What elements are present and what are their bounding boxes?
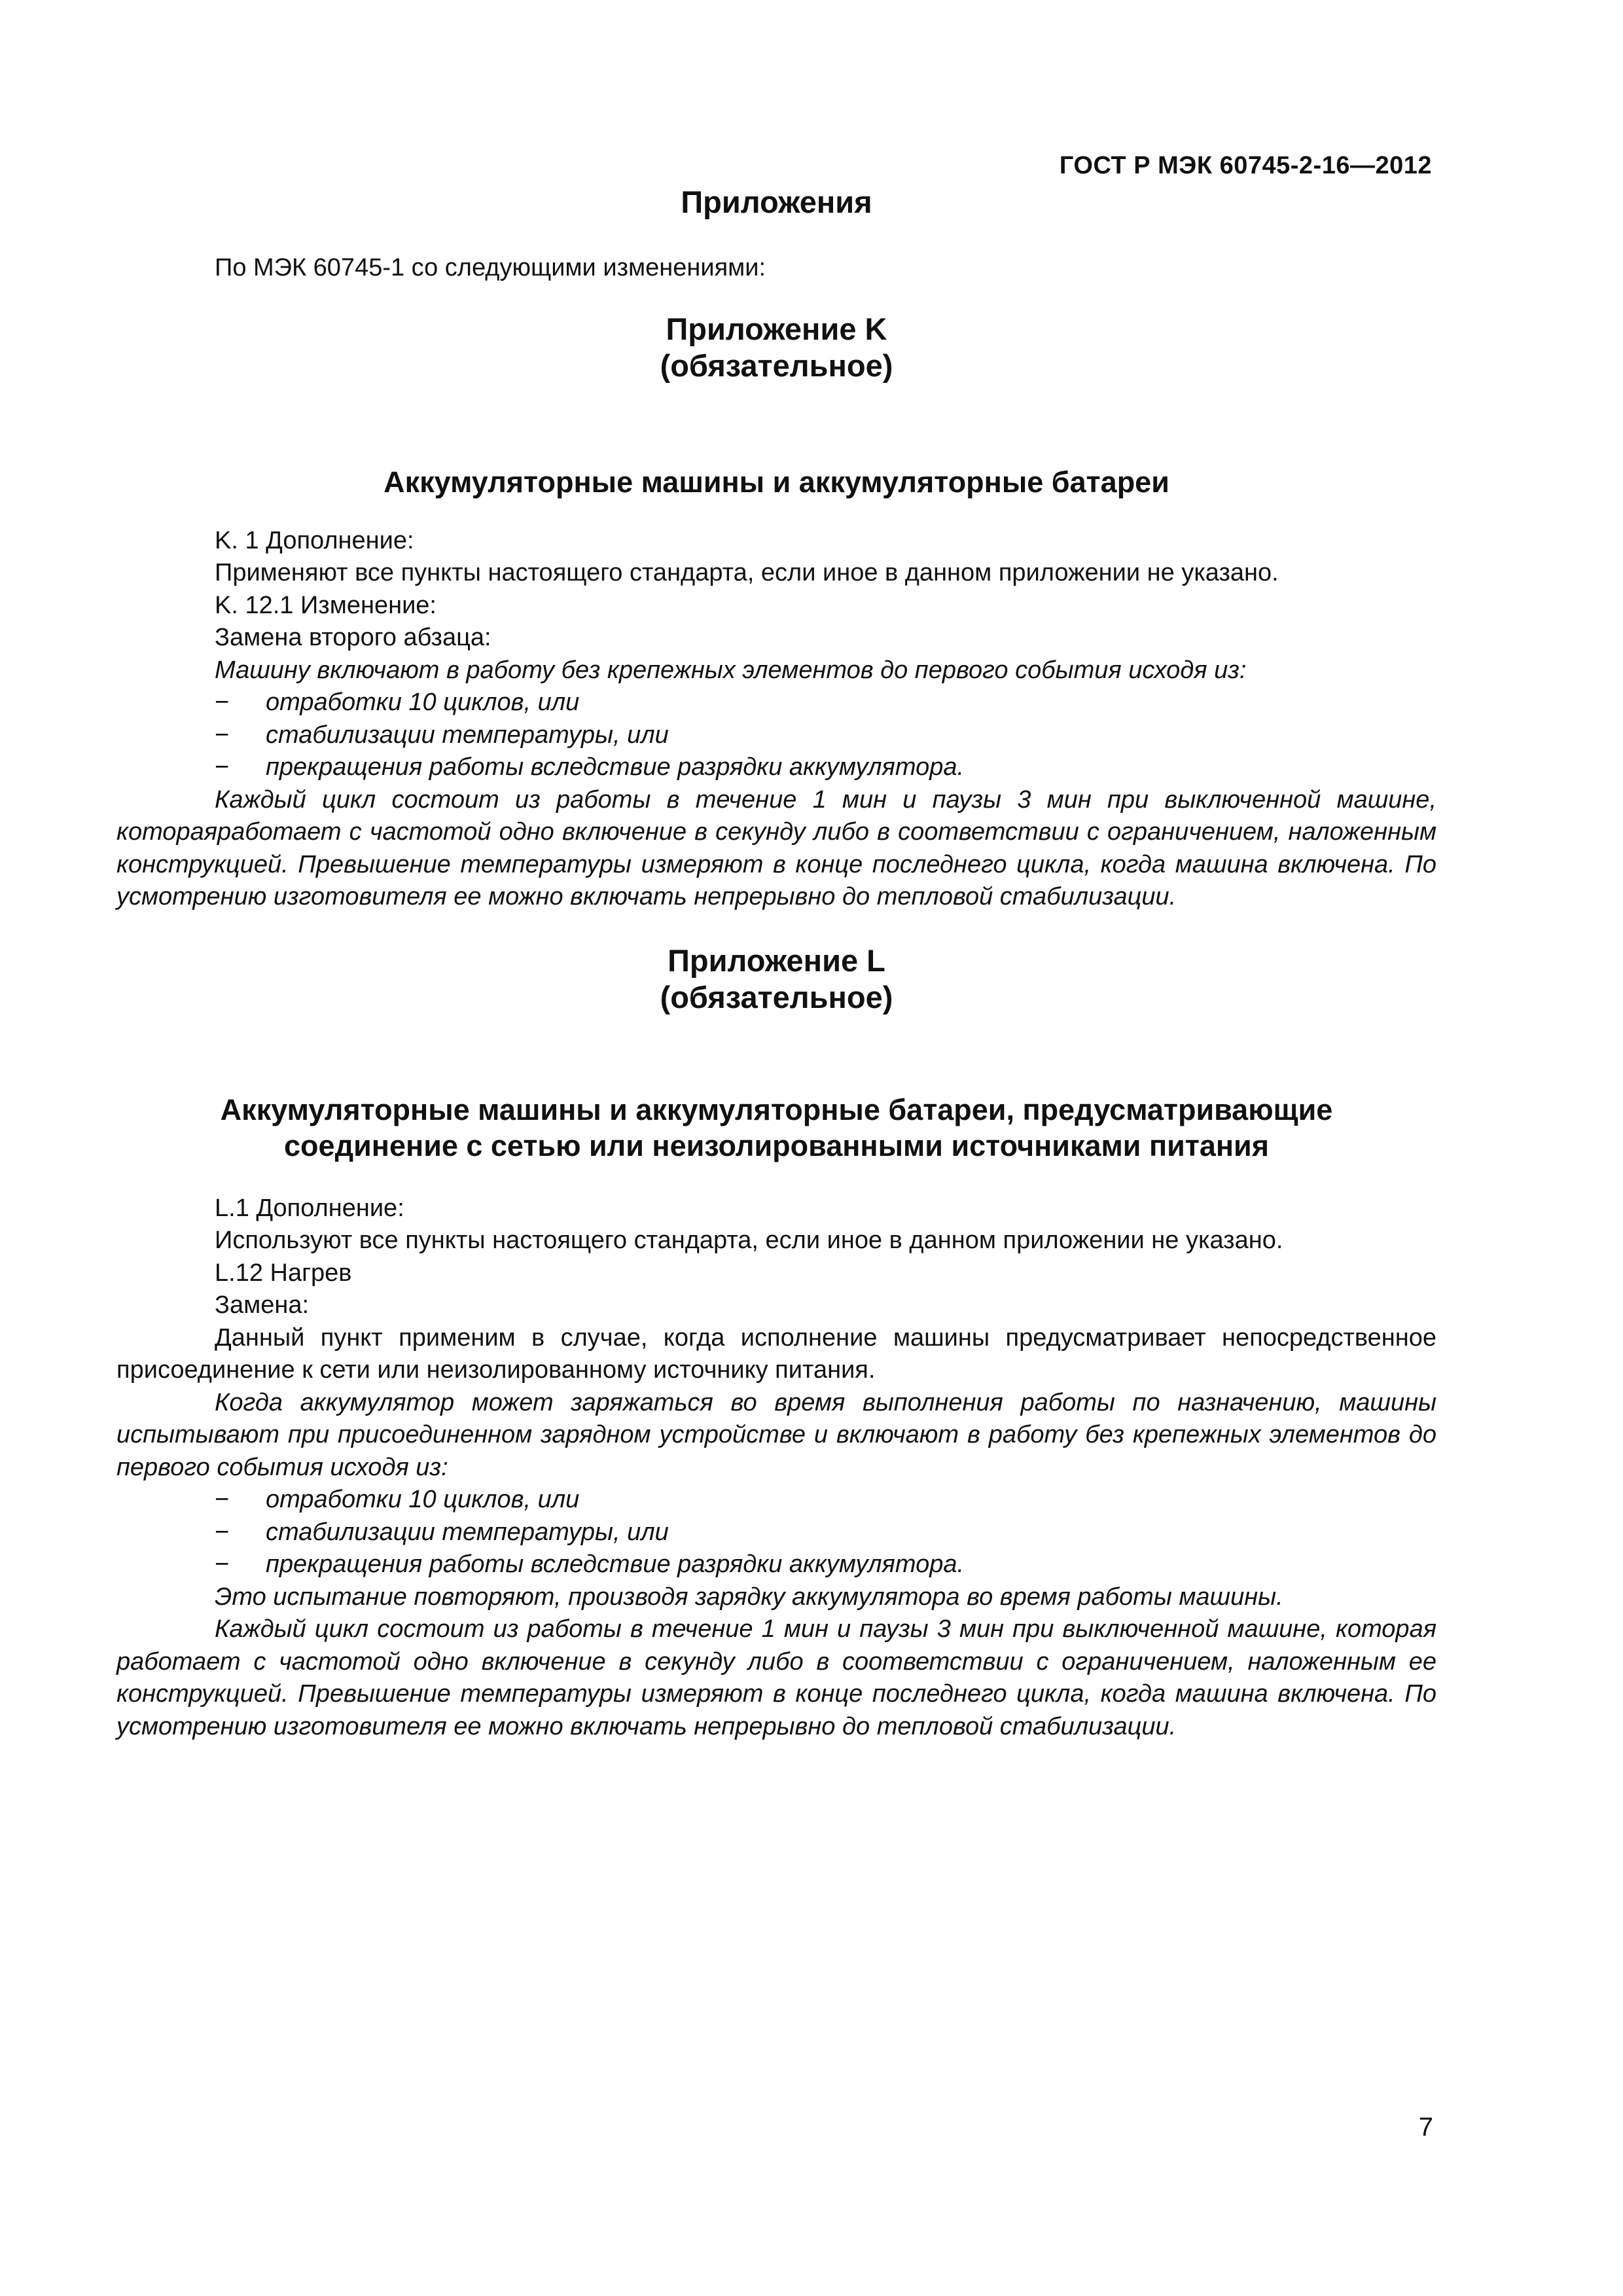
annex-l xyxy=(116,942,1436,1744)
annex-l-repeat-line: Это испытание повторяют, производя зарядку аккумулятора во время работы машины. xyxy=(215,1583,1283,1611)
annex-l-heading-line: соединение с сетью или неизолированными источниками питания xyxy=(284,1128,1269,1162)
dash-item-text: отработки 10 циклов, или xyxy=(266,1486,580,1513)
annex-l-dash-item xyxy=(116,1484,1436,1516)
annex-l-italic-paragraph: Когда аккумулятор может заряжаться во время выполнения работы по назначению, машины испытывают при присоединенном зарядном устройстве и включают в работу без крепежных элементов до первого события исходя из: xyxy=(116,1388,1436,1481)
page-title: Приложения xyxy=(681,185,872,219)
standard-designation: ГОСТ Р МЭК 60745-2-16—2012 xyxy=(1059,152,1432,179)
clause-l1: L.1 Дополнение: xyxy=(215,1194,404,1222)
document-body xyxy=(116,183,1436,1743)
dash-item-text: отработки 10 циклов, или xyxy=(266,689,580,716)
annex-l-heading xyxy=(116,1092,1436,1164)
clause-k12-1-text: Замена второго абзаца: xyxy=(215,624,491,651)
annex-k-status: (обязательное) xyxy=(660,348,893,383)
clause-k1-text: Применяют все пункты настоящего стандарта, если иное в данном приложении не указано. xyxy=(215,559,1279,586)
annex-k-heading: Аккумуляторные машины и аккумуляторные батареи xyxy=(383,465,1169,499)
annex-l-dash-item xyxy=(116,1549,1436,1581)
annex-k-dash-item xyxy=(116,719,1436,752)
dash-item-text: стабилизации температуры, или xyxy=(266,1518,669,1546)
annex-k-title: Приложение K xyxy=(666,311,887,346)
annex-l-text xyxy=(116,1193,1436,1744)
dash-marker: − xyxy=(215,1486,230,1513)
dash-marker: − xyxy=(215,1518,230,1546)
dash-item-text: стабилизации температуры, или xyxy=(266,721,669,749)
annex-l-status: (обязательное) xyxy=(660,979,893,1014)
annex-k-text xyxy=(116,525,1436,914)
annex-l-paragraph: Данный пункт применим в случае, когда исполнение машины предусматривает непосредственное присоединение к сети или неизолированному источнику питания. xyxy=(116,1323,1436,1384)
annex-k xyxy=(116,311,1436,914)
dash-item-text: прекращения работы вследствие разрядки аккумулятора. xyxy=(266,753,965,781)
clause-k1: K. 1 Дополнение: xyxy=(215,526,414,554)
dash-marker: − xyxy=(215,1551,230,1578)
clause-l1-text: Используют все пункты настоящего стандарта, если иное в данном приложении не указано. xyxy=(215,1227,1283,1254)
annex-k-cycle-paragraph: Каждый цикл состоит из работы в течение 1 мин и паузы 3 мин при выключенной машине, котораяработает с частотой одно включение в секунду либо в соответствии с ограничением, наложенным конструкцией. Превышение температуры измеряют в конце последнего цикла, когда машина включена. По усмотрению изготовителя ее можно включать непрерывно до тепловой стабилизации. xyxy=(116,785,1436,910)
annex-k-dash-item xyxy=(116,687,1436,719)
annex-l-cycle-paragraph: Каждый цикл состоит из работы в течение 1 мин и паузы 3 мин при выключенной машине, которая работает с частотой одно включение в секунду либо в соответствии с ограничением, наложенным ее конструкцией. Превышение температуры измеряют в конце последнего цикла, когда машина включена. По усмотрению изготовителя ее можно включать непрерывно до тепловой стабилизации. xyxy=(116,1615,1436,1740)
intro-text: По МЭК 60745-1 со следующими изменениями: xyxy=(215,254,766,281)
annex-l-heading-line: Аккумуляторные машины и аккумуляторные батареи, предусматривающие xyxy=(220,1092,1333,1126)
annex-k-dash-item xyxy=(116,751,1436,784)
dash-marker: − xyxy=(215,753,230,781)
dash-item-text: прекращения работы вследствие разрядки аккумулятора. xyxy=(266,1551,965,1578)
annex-k-italic-intro: Машину включают в работу без крепежных элементов до первого события исходя из: xyxy=(215,656,1247,684)
annex-l-title: Приложение L xyxy=(668,942,885,978)
clause-l12-text: Замена: xyxy=(215,1291,310,1319)
clause-l12: L.12 Нагрев xyxy=(215,1259,352,1287)
dash-marker: − xyxy=(215,721,230,749)
annex-l-dash-item xyxy=(116,1516,1436,1549)
clause-k12-1: K. 12.1 Изменение: xyxy=(215,591,437,619)
dash-marker: − xyxy=(215,689,230,716)
page-number: 7 xyxy=(1418,2113,1433,2142)
